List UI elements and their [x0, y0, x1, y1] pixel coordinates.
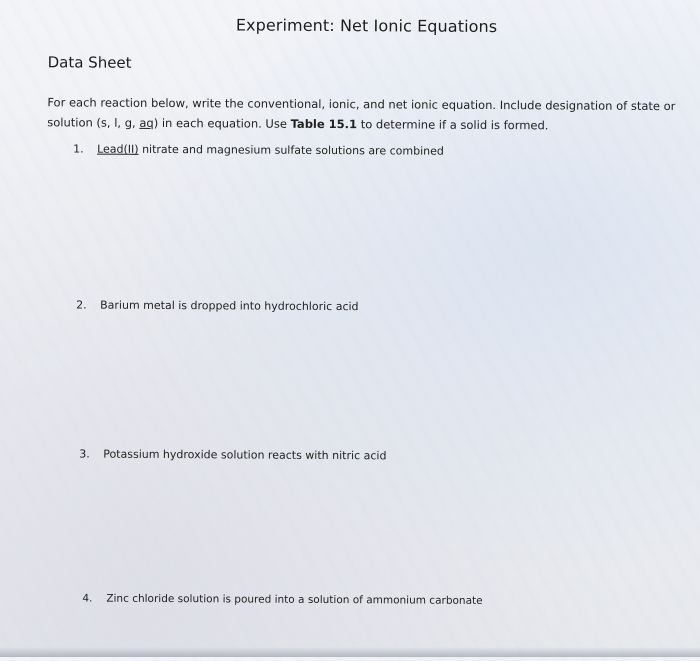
- question-number: 2.: [76, 298, 87, 312]
- instructions-text-2: ) in each equation. Use: [153, 115, 291, 131]
- question-number: 1.: [73, 142, 84, 156]
- instructions-aq: aq: [139, 115, 154, 130]
- question-2: [76, 298, 359, 313]
- screen-bottom-edge: [0, 647, 700, 657]
- question-text: Barium metal is dropped into hydrochloric acid: [100, 298, 359, 314]
- question-lead-word: Lead(II): [97, 142, 139, 156]
- document-title: Experiment: Net Ionic Equations: [235, 15, 498, 37]
- question-3: [79, 447, 386, 462]
- document-subtitle: Data Sheet: [47, 53, 132, 72]
- instructions-paragraph: [47, 92, 687, 136]
- question-number: 4.: [82, 592, 93, 605]
- question-text: Potassium hydroxide solution reacts with nitric acid: [103, 447, 387, 463]
- question-4: [82, 593, 482, 607]
- instructions-text-1: For each reaction below, write the conventional, ionic, and net ionic equation. Include designation of state or solution (s, l, g,: [47, 95, 676, 130]
- question-text: nitrate and magnesium sulfate solutions are combined: [138, 142, 444, 158]
- instructions-text-3: to determine if a solid is formed.: [357, 117, 549, 133]
- question-number: 3.: [79, 447, 90, 461]
- question-text: Zinc chloride solution is poured into a solution of ammonium carbonate: [106, 592, 483, 607]
- table-reference: Table 15.1: [290, 116, 358, 132]
- question-1: [73, 142, 444, 157]
